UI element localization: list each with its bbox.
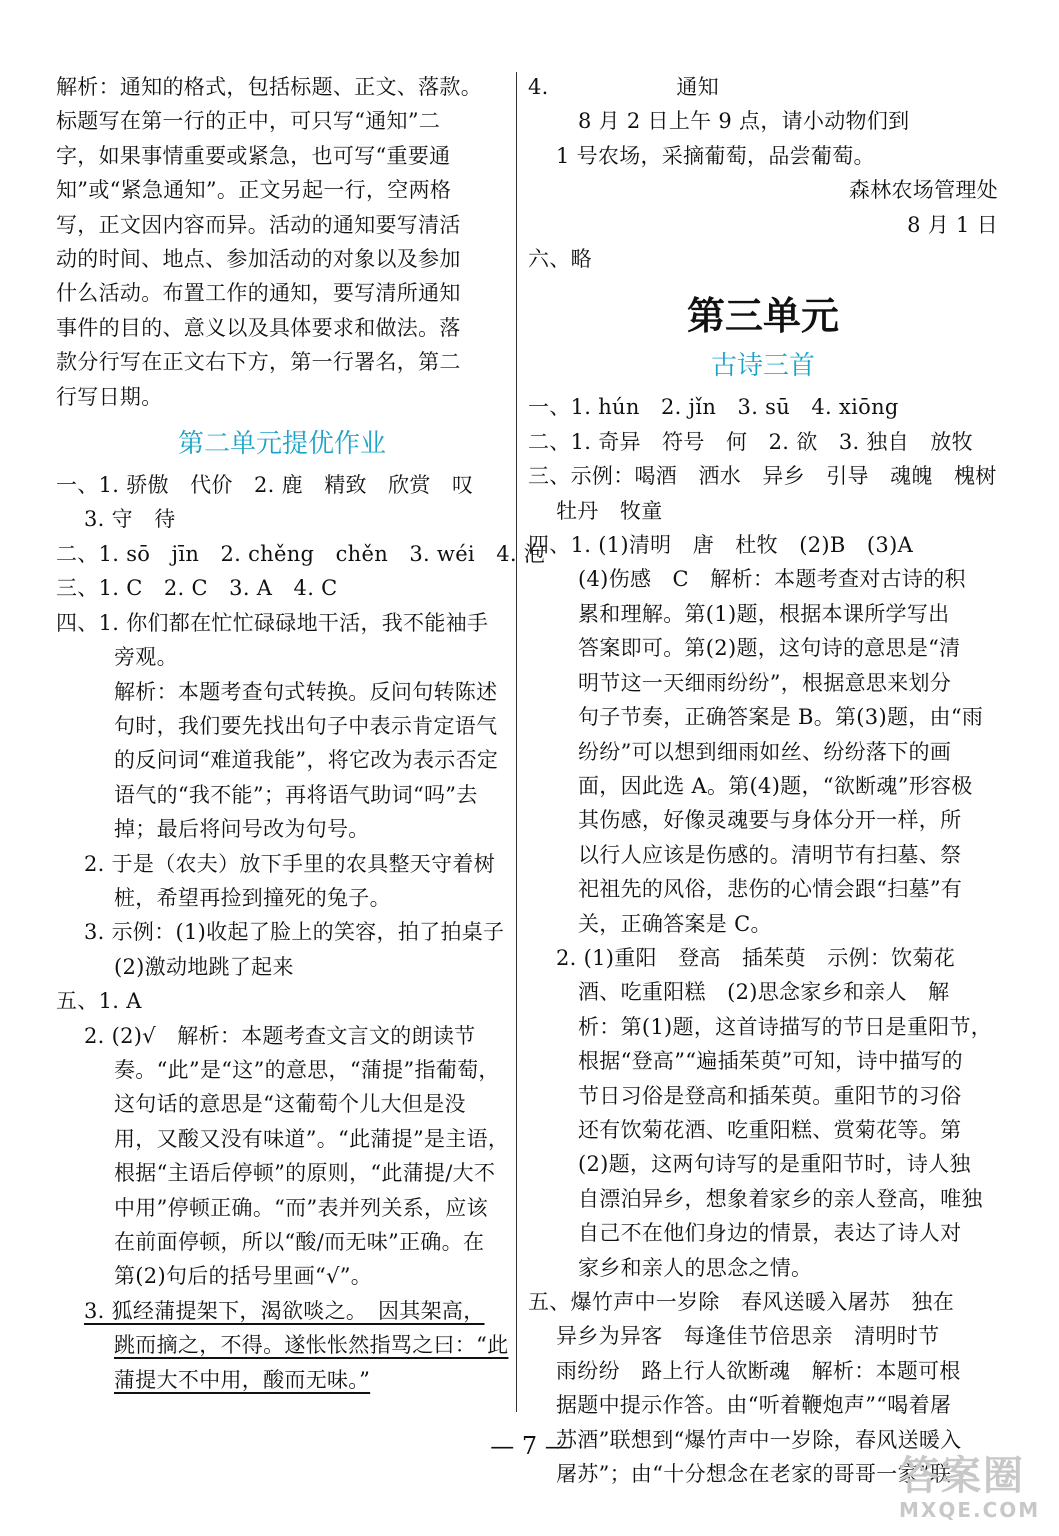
- text-line: 析：第(1)题，这首诗描写的节日是重阳节，: [578, 1014, 993, 1039]
- text-line: 事件的目的、意义以及具体要求和做法。落: [56, 315, 461, 340]
- text-line: 三、示例：喝酒 洒水 异乡 引导 魂魄 槐树: [528, 464, 997, 489]
- notice-explanation: [56, 70, 508, 414]
- text-line: 3. 狐经蒲提架下，渴欲啖之。 因其架高，: [84, 1298, 485, 1323]
- text-line: (2)题，这两句诗写的是重阳节时，诗人独: [578, 1152, 971, 1177]
- text-line: 写，正文因内容而异。活动的通知要写清活: [56, 212, 461, 237]
- right-column: [528, 70, 1020, 1491]
- text-line: 屠苏”；由“十分想念在老家的哥哥一家”联: [556, 1462, 952, 1487]
- text-line: 在前面停顿，所以“酸/而无味”正确。在: [114, 1230, 485, 1254]
- text-line: 四、1. (1)清明 唐 杜牧 (2)B (3)A: [528, 533, 914, 558]
- text-line: 第(2)句后的括号里画“√”。: [114, 1264, 373, 1289]
- text-line: 字，如果事情重要或紧急，也可写“重要通: [56, 143, 451, 168]
- text-line: 自漂泊异乡，想象着家乡的亲人登高，唯独: [578, 1186, 983, 1211]
- text-line: 解析：本题考查句式转换。反问句转陈述: [114, 679, 498, 704]
- unit-title: 第三单元: [686, 294, 839, 339]
- text-line: 自己不在他们身边的情景，表达了诗人对: [578, 1221, 962, 1246]
- text-line: 森林农场管理处: [848, 178, 998, 203]
- text-line: 三、1. C 2. C 3. A 4. C: [56, 576, 338, 601]
- text-line: 一、1. 骄傲 代价 2. 鹿 精致 欣赏 叹: [56, 473, 474, 498]
- text-line: 家乡和亲人的思念之情。: [578, 1255, 813, 1280]
- text-line: 面，因此选 A。第(4)题，“欲断魂”形容极: [578, 773, 973, 798]
- text-line: 其伤感，好像灵魂要与身体分开一样，所: [578, 808, 962, 833]
- text-line: 以行人应该是伤感的。清明节有扫墓、祭: [578, 842, 962, 867]
- notice-answer: [528, 70, 1020, 242]
- unit-three-answers: [528, 390, 998, 1491]
- text-line: 根据“登高”“遍插茱萸”可知，诗中描写的: [578, 1049, 963, 1074]
- text-line: 桩，希望再捡到撞死的兔子。: [114, 885, 391, 910]
- text-line: 1 号农场，采摘葡萄，品尝葡萄。: [556, 143, 875, 168]
- watermark-title: 答案圈: [899, 1453, 1025, 1499]
- text-line: 五、1. A: [56, 989, 142, 1014]
- text-line: 掉；最后将问号改为句号。: [114, 817, 370, 842]
- text-line: 2. (1)重阳 登高 插茱萸 示例：饮菊花: [556, 945, 956, 970]
- text-line: 二、1. 奇异 符号 何 2. 欲 3. 独自 放牧: [528, 429, 973, 454]
- text-line: 答案即可。第(2)题，这句诗的意思是“清: [578, 636, 961, 661]
- text-line: 二、1. sō jīn 2. chěng chěn 3. wéi 4. 泡: [56, 541, 546, 566]
- text-line: 牡丹 牧童: [556, 498, 663, 523]
- text-line: 3. 示例：(1)收起了脸上的笑容，拍了拍桌子: [84, 920, 505, 945]
- unit-two-answers: [56, 468, 546, 1294]
- text-line: 奏。“此”是“这”的意思，“蒲提”指葡萄，: [114, 1057, 500, 1082]
- text-line: 纷纷”可以想到细雨如丝、纷纷落下的画: [578, 739, 952, 764]
- text-line: (2)激动地跳了起来: [114, 954, 294, 979]
- text-line: 知”或“紧急通知”。正文另起一行，空两格: [56, 178, 452, 203]
- classical-text-answer: [56, 1294, 508, 1397]
- text-line: 节日习俗是登高和插茱萸。重阳节的习俗: [578, 1083, 962, 1108]
- text-line: 的反问词“难道我能”，将它改为表示否定: [114, 748, 499, 773]
- text-line: 标题写在第一行的正中，可只写“通知”二: [56, 109, 441, 134]
- text-line: 用，又酸又没有味道”。“此蒲提”是主语，: [114, 1126, 510, 1151]
- text-line: 2. 于是（农夫）放下手里的农具整天守着树: [84, 851, 496, 876]
- watermark-site: MXQE.COM: [899, 1498, 1041, 1522]
- text-line: 8 月 1 日: [907, 212, 1020, 237]
- text-line: 祀祖先的风俗，悲伤的心情会跟“扫墓”有: [578, 877, 963, 902]
- text-line: 4. 通知: [528, 75, 720, 99]
- text-line: 这句话的意思是“这葡萄个儿大但是没: [114, 1092, 466, 1117]
- text-line: 8 月 2 日上午 9 点，请小动物们到: [578, 109, 910, 134]
- text-line: 酒、吃重阳糕 (2)思念家乡和亲人 解: [578, 980, 950, 1005]
- text-line: 跳而摘之，不得。遂怅怅然指骂之曰：“此: [114, 1333, 509, 1358]
- column-divider: [516, 72, 517, 1412]
- text-line: 3. 守 待: [84, 507, 176, 532]
- text-line: 明节这一天细雨纷纷”，根据意思来划分: [578, 670, 952, 695]
- page-number: — 7 —: [490, 1432, 569, 1460]
- text-line: 2. (2)√ 解析：本题考查文言文的朗读节: [84, 1023, 476, 1048]
- left-column: [56, 70, 546, 1397]
- text-line: 解析：通知的格式，包括标题、正文、落款。: [56, 75, 482, 99]
- text-line: 什么活动。布置工作的通知，要写清所通知: [56, 281, 461, 306]
- text-line: 苏酒”联想到“爆竹声中一岁除，春风送暖入: [556, 1427, 962, 1452]
- text-line: 一、1. hún 2. jǐn 3. sū 4. xiōng: [528, 395, 899, 420]
- section-title: 第二单元提优作业: [177, 429, 386, 460]
- text-line: 四、1. 你们都在忙忙碌碌地干活，我不能袖手: [56, 610, 489, 635]
- answer-six: 六、略: [528, 247, 592, 272]
- text-line: (4)伤感 C 解析：本题考查对古诗的积: [578, 567, 966, 592]
- text-line: 旁观。: [114, 645, 178, 670]
- text-line: 动的时间、地点、参加活动的对象以及参加: [56, 247, 461, 272]
- text-line: 句时，我们要先找出句子中表示肯定语气: [114, 713, 498, 738]
- text-line: 语气的“我不能”；再将语气助词“吗”去: [114, 782, 478, 807]
- text-line: 累和理解。第(1)题，根据本课所学写出: [578, 601, 950, 626]
- watermark-logo: [899, 1454, 1049, 1528]
- text-line: 行写日期。: [56, 384, 163, 409]
- text-line: 雨纷纷 路上行人欲断魂 解析：本题可根: [556, 1358, 961, 1383]
- text-line: 五、爆竹声中一岁除 春风送暖入屠苏 独在: [528, 1290, 954, 1314]
- text-line: 款分行写在正文右下方，第一行署名，第二: [56, 350, 461, 375]
- text-line: 蒲提大不中用，酸而无味。”: [114, 1367, 371, 1392]
- text-line: 句子节奏，正确答案是 B。第(3)题，由“雨: [578, 705, 984, 730]
- text-line: 中用”停顿正确。“而”表并列关系，应该: [114, 1195, 488, 1220]
- text-line: 根据“主语后停顿”的原则，“此蒲提/大不: [114, 1161, 496, 1186]
- text-line: 还有饮菊花酒、吃重阳糕、赏菊花等。第: [578, 1117, 962, 1142]
- lesson-title: 古诗三首: [710, 351, 815, 382]
- text-line: 据题中提示作答。由“听着鞭炮声”“喝着屠: [556, 1393, 952, 1418]
- text-line: 异乡为异客 每逢佳节倍思亲 清明时节: [556, 1324, 940, 1349]
- text-line: 关，正确答案是 C。: [578, 911, 772, 936]
